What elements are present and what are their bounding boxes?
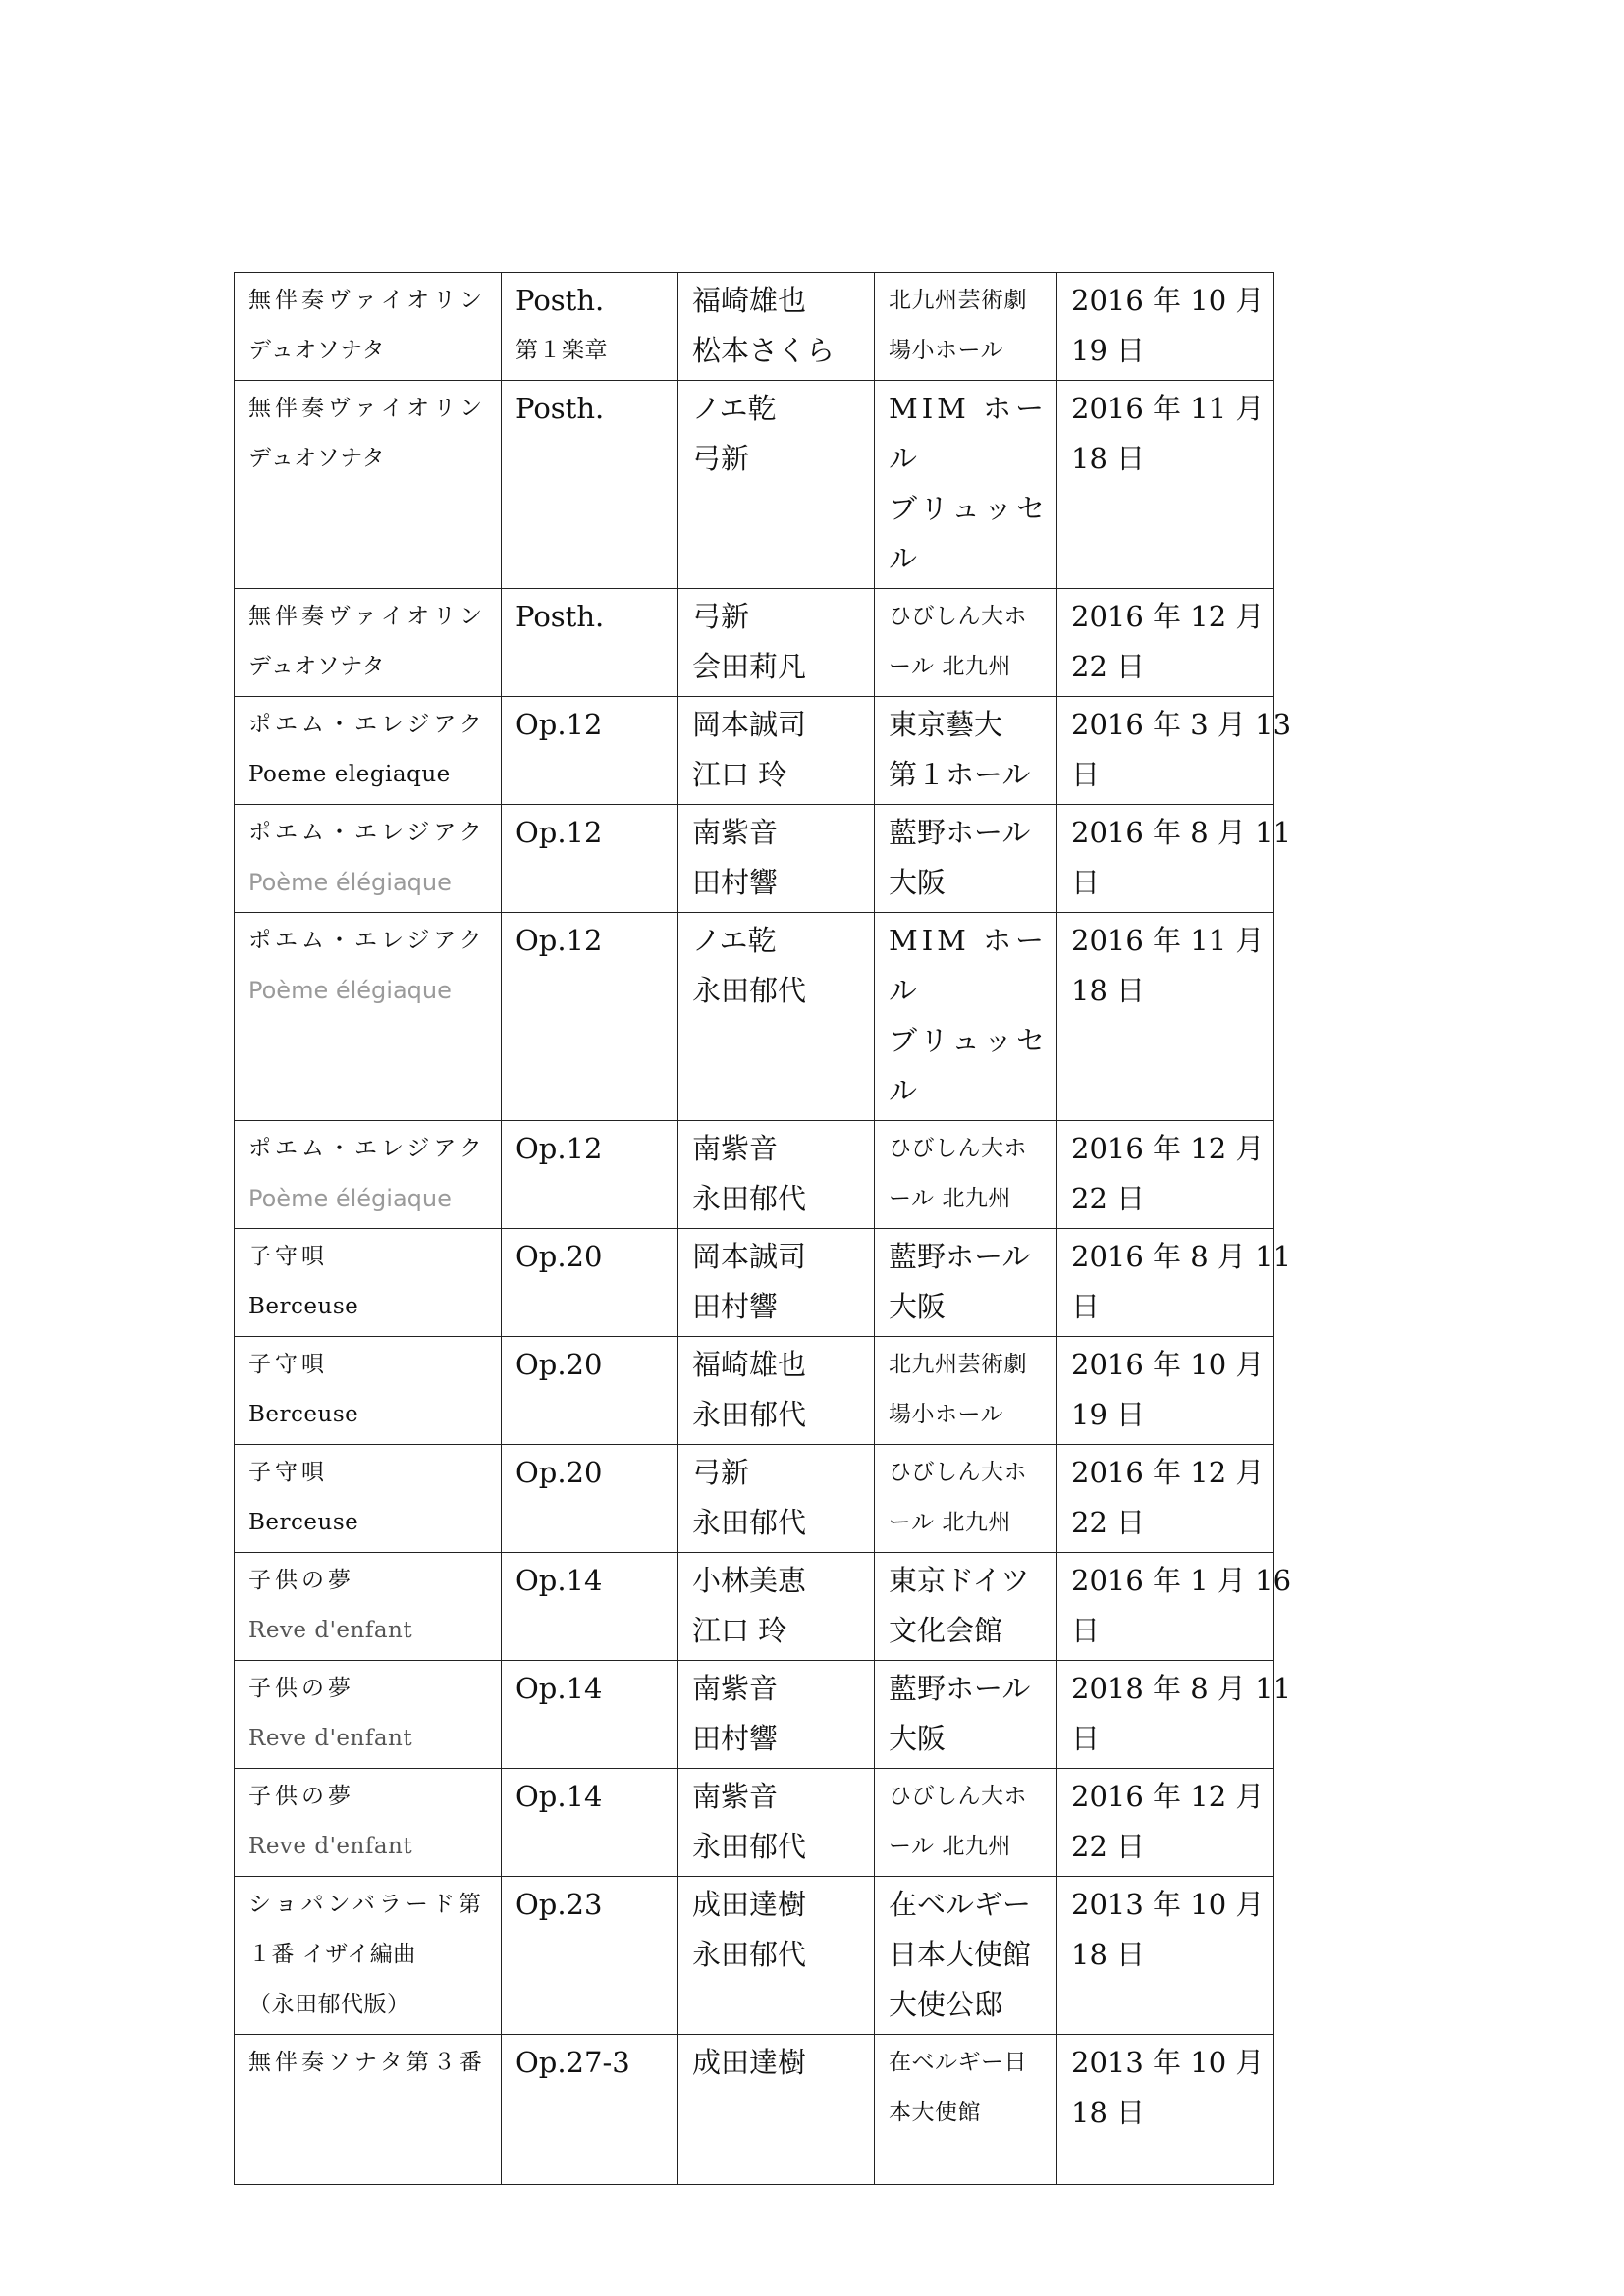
venue-line: ひびしん大ホ — [889, 1784, 1027, 1809]
opus-cell — [502, 1229, 678, 1337]
venue-cell — [875, 1661, 1057, 1769]
title-line: Berceuse — [248, 1294, 359, 1319]
date-line: 2016 年 1 月 16 — [1071, 1564, 1292, 1597]
table-row — [235, 1661, 1274, 1769]
title-line: 子守唄 — [248, 1244, 328, 1269]
table-row — [235, 1337, 1274, 1445]
opus-cell — [502, 381, 678, 589]
title-line: 無伴奏ヴァイオリン — [248, 396, 487, 421]
venue-line: ひびしん大ホ — [889, 1136, 1027, 1161]
opus-cell — [502, 273, 678, 381]
table-row — [235, 805, 1274, 913]
performers-line: 田村響 — [692, 1290, 779, 1323]
table-row — [235, 381, 1274, 589]
table-row — [235, 1121, 1274, 1229]
opus-line: Op.12 — [515, 1132, 603, 1165]
performers-cell — [678, 1769, 875, 1877]
performers-line: 永田郁代 — [692, 974, 807, 1007]
opus-cell — [502, 1337, 678, 1445]
performers-cell — [678, 1229, 875, 1337]
opus-line: Op.12 — [515, 816, 603, 849]
title-cell — [235, 2035, 502, 2185]
title-line: 無伴奏ヴァイオリン — [248, 288, 487, 313]
title-line: 子供の夢 — [248, 1784, 354, 1809]
opus-cell — [502, 697, 678, 805]
performers-line: 南紫音 — [692, 816, 779, 849]
performers-cell — [678, 1661, 875, 1769]
venue-cell — [875, 1337, 1057, 1445]
date-line: 2016 年 10 月 — [1071, 284, 1265, 317]
opus-line: Posth. — [515, 392, 605, 425]
venue-line: 東京ドイツ — [889, 1564, 1030, 1597]
opus-line: Op.14 — [515, 1780, 603, 1813]
date-cell — [1057, 697, 1292, 805]
title-line: Reve d'enfant — [248, 1618, 413, 1643]
date-cell — [1057, 1661, 1292, 1769]
opus-cell — [502, 1445, 678, 1553]
venue-cell — [875, 1229, 1057, 1337]
venue-line: ール 北九州 — [889, 1834, 1011, 1859]
table-row — [235, 1769, 1274, 1877]
date-line: 19 日 — [1071, 1398, 1146, 1431]
date-cell — [1057, 1877, 1274, 2035]
venue-line: 場小ホール — [889, 338, 1004, 363]
performers-line: 弓新 — [692, 442, 750, 475]
title-cell — [235, 1229, 502, 1337]
table-row — [235, 1445, 1274, 1553]
opus-cell — [502, 805, 678, 913]
venue-line: 文化会館 — [889, 1614, 1003, 1647]
venue-line: ひびしん大ホ — [889, 1460, 1027, 1485]
performers-cell — [678, 805, 875, 913]
date-line: 18 日 — [1071, 2096, 1146, 2129]
date-line: 22 日 — [1071, 1830, 1146, 1863]
opus-line: Op.20 — [515, 1456, 603, 1489]
performers-line: 福崎雄也 — [692, 284, 807, 317]
date-line: 日 — [1071, 758, 1101, 791]
opus-cell — [502, 1661, 678, 1769]
date-line: 18 日 — [1071, 1938, 1146, 1971]
performers-line: 会田莉凡 — [692, 650, 807, 683]
venue-cell — [875, 697, 1057, 805]
date-line: 2016 年 12 月 — [1071, 1132, 1265, 1165]
venue-cell — [875, 913, 1057, 1121]
opus-cell — [502, 1877, 678, 2035]
date-cell — [1057, 1337, 1274, 1445]
opus-line: Op.12 — [515, 708, 603, 741]
title-line: 無伴奏ヴァイオリン — [248, 604, 487, 629]
date-line: 22 日 — [1071, 1506, 1146, 1539]
performers-line: 永田郁代 — [692, 1398, 807, 1431]
date-line: 2016 年 11 月 — [1071, 924, 1265, 957]
table-row — [235, 697, 1274, 805]
performers-line: 弓新 — [692, 1456, 750, 1489]
title-cell — [235, 1337, 502, 1445]
opus-cell — [502, 2035, 678, 2185]
opus-line: Op.20 — [515, 1240, 603, 1273]
title-cell — [235, 589, 502, 697]
title-line: 子守唄 — [248, 1460, 328, 1485]
performers-line: 田村響 — [692, 866, 779, 899]
date-line: 19 日 — [1071, 334, 1146, 367]
venue-line: MIM ホー — [889, 924, 1049, 957]
title-line: ポエム・エレジアク — [248, 712, 486, 737]
venue-line: ール 北九州 — [889, 1510, 1011, 1535]
date-cell — [1057, 381, 1274, 589]
performers-line: 小林美恵 — [692, 1564, 807, 1597]
table-row — [235, 589, 1274, 697]
opus-line: 第１楽章 — [515, 338, 608, 363]
venue-line: 在ベルギー — [889, 1888, 1032, 1921]
venue-line: MIM ホー — [889, 392, 1049, 425]
venue-line: 東京藝大 — [889, 708, 1003, 741]
venue-cell — [875, 273, 1057, 381]
date-cell — [1057, 1121, 1274, 1229]
performers-cell — [678, 2035, 875, 2185]
venue-line: ル — [889, 1074, 918, 1107]
venue-cell — [875, 1553, 1057, 1661]
venue-line: ル — [889, 542, 918, 575]
date-line: 2016 年 3 月 13 — [1071, 708, 1292, 741]
venue-line: ブリュッセ — [889, 492, 1049, 525]
date-line: 2016 年 12 月 — [1071, 1456, 1265, 1489]
venue-line: 大阪 — [889, 866, 947, 899]
title-line: Poème élégiaque — [248, 869, 452, 896]
performers-cell — [678, 1337, 875, 1445]
title-line: Reve d'enfant — [248, 1834, 413, 1859]
opus-line: Op.14 — [515, 1564, 603, 1597]
venue-line: ル — [889, 442, 918, 475]
opus-line: Posth. — [515, 600, 605, 633]
opus-line: Posth. — [515, 284, 605, 317]
title-line: Reve d'enfant — [248, 1726, 413, 1751]
venue-line: ブリュッセ — [889, 1024, 1049, 1057]
title-cell — [235, 273, 502, 381]
date-line: 2013 年 10 月 — [1071, 2046, 1265, 2079]
performers-line: 岡本誠司 — [692, 1240, 807, 1273]
date-line: 2013 年 10 月 — [1071, 1888, 1265, 1921]
opus-line: Op.14 — [515, 1672, 603, 1705]
date-line: 2016 年 11 月 — [1071, 392, 1265, 425]
performers-line: 成田達樹 — [692, 2046, 807, 2079]
title-cell — [235, 1553, 502, 1661]
date-line: 2016 年 8 月 11 — [1071, 816, 1292, 849]
title-line: （永田郁代版） — [248, 1992, 410, 2017]
performers-line: 福崎雄也 — [692, 1348, 807, 1381]
performers-line: 成田達樹 — [692, 1888, 807, 1921]
date-line: 22 日 — [1071, 1182, 1146, 1215]
performers-line: ノエ乾 — [692, 924, 777, 957]
opus-cell — [502, 1121, 678, 1229]
title-line: ショパンバラード第 — [248, 1892, 485, 1917]
date-cell — [1057, 805, 1292, 913]
date-line: 22 日 — [1071, 650, 1146, 683]
opus-line: Op.20 — [515, 1348, 603, 1381]
title-line: デュオソナタ — [248, 654, 386, 679]
title-line: ポエム・エレジアク — [248, 820, 486, 845]
venue-line: 藍野ホール — [889, 1240, 1031, 1273]
venue-line: ール 北九州 — [889, 654, 1011, 679]
venue-line: 藍野ホール — [889, 1672, 1031, 1705]
date-line: 日 — [1071, 1614, 1101, 1647]
venue-cell — [875, 1121, 1057, 1229]
title-line: Poeme elegiaque — [248, 762, 451, 787]
date-cell — [1057, 913, 1274, 1121]
date-line: 2016 年 10 月 — [1071, 1348, 1265, 1381]
date-line: 18 日 — [1071, 974, 1146, 1007]
venue-line: 大使公邸 — [889, 1988, 1003, 2021]
title-cell — [235, 913, 502, 1121]
opus-cell — [502, 1769, 678, 1877]
concert-records-table — [234, 272, 1292, 2185]
title-line: Poème élégiaque — [248, 1185, 452, 1212]
date-cell — [1057, 273, 1274, 381]
performers-line: 永田郁代 — [692, 1506, 807, 1539]
title-line: ポエム・エレジアク — [248, 928, 486, 953]
title-line: 子守唄 — [248, 1352, 328, 1377]
date-line: 2018 年 8 月 11 — [1071, 1672, 1292, 1705]
opus-line: Op.23 — [515, 1888, 603, 1921]
date-cell — [1057, 1769, 1274, 1877]
date-cell — [1057, 1229, 1292, 1337]
performers-line: 永田郁代 — [692, 1830, 807, 1863]
venue-line: 藍野ホール — [889, 816, 1031, 849]
venue-cell — [875, 589, 1057, 697]
date-cell — [1057, 1445, 1274, 1553]
venue-line: 大阪 — [889, 1722, 947, 1755]
date-line: 2016 年 12 月 — [1071, 600, 1265, 633]
title-cell — [235, 1661, 502, 1769]
date-line: 日 — [1071, 1722, 1101, 1755]
venue-line: ール 北九州 — [889, 1186, 1011, 1211]
performers-line: 松本さくら — [692, 334, 836, 367]
opus-cell — [502, 589, 678, 697]
title-line: 子供の夢 — [248, 1568, 354, 1593]
table-row — [235, 1877, 1274, 2035]
title-line: Berceuse — [248, 1510, 359, 1535]
performers-line: 弓新 — [692, 600, 750, 633]
opus-line: Op.27-3 — [515, 2046, 630, 2079]
venue-line: ル — [889, 974, 918, 1007]
performers-line: 南紫音 — [692, 1780, 779, 1813]
performers-line: ノエ乾 — [692, 392, 777, 425]
performers-cell — [678, 913, 875, 1121]
date-line: 2016 年 12 月 — [1071, 1780, 1265, 1813]
title-cell — [235, 805, 502, 913]
venue-line: 第１ホール — [889, 758, 1031, 791]
performers-line: 江口 玲 — [692, 758, 787, 791]
venue-line: 在ベルギー日 — [889, 2050, 1027, 2075]
date-line: 日 — [1071, 1290, 1101, 1323]
performers-cell — [678, 273, 875, 381]
performers-line: 南紫音 — [692, 1672, 779, 1705]
title-cell — [235, 381, 502, 589]
venue-line: 大阪 — [889, 1290, 947, 1323]
title-line: 無伴奏ソナタ第３番 — [248, 2050, 486, 2075]
title-line: Berceuse — [248, 1402, 359, 1427]
venue-line: 場小ホール — [889, 1402, 1004, 1427]
date-cell — [1057, 2035, 1274, 2185]
venue-cell — [875, 805, 1057, 913]
performers-cell — [678, 1121, 875, 1229]
venue-line: 北九州芸術劇 — [889, 1352, 1027, 1377]
title-cell — [235, 697, 502, 805]
venue-cell — [875, 381, 1057, 589]
title-line: １番 イザイ編曲 — [248, 1942, 416, 1967]
title-cell — [235, 1445, 502, 1553]
date-line: 日 — [1071, 866, 1101, 899]
performers-line: 江口 玲 — [692, 1614, 787, 1647]
performers-line: 永田郁代 — [692, 1938, 807, 1971]
venue-line: 本大使館 — [889, 2100, 981, 2125]
title-cell — [235, 1121, 502, 1229]
performers-cell — [678, 381, 875, 589]
opus-cell — [502, 913, 678, 1121]
title-line: Poème élégiaque — [248, 977, 452, 1004]
venue-line: 北九州芸術劇 — [889, 288, 1027, 313]
title-cell — [235, 1769, 502, 1877]
performers-line: 田村響 — [692, 1722, 779, 1755]
performers-cell — [678, 1877, 875, 2035]
table-row — [235, 2035, 1274, 2185]
venue-cell — [875, 1877, 1057, 2035]
date-line: 2016 年 8 月 11 — [1071, 1240, 1292, 1273]
venue-cell — [875, 1769, 1057, 1877]
performers-cell — [678, 589, 875, 697]
title-line: デュオソナタ — [248, 338, 386, 363]
table-row — [235, 1553, 1274, 1661]
title-line: 子供の夢 — [248, 1676, 354, 1701]
opus-cell — [502, 1553, 678, 1661]
performers-line: 岡本誠司 — [692, 708, 807, 741]
venue-line: 日本大使館 — [889, 1938, 1032, 1971]
performers-line: 永田郁代 — [692, 1182, 807, 1215]
title-line: ポエム・エレジアク — [248, 1136, 486, 1161]
venue-line: ひびしん大ホ — [889, 604, 1027, 629]
table-row — [235, 913, 1274, 1121]
opus-line: Op.12 — [515, 924, 603, 957]
date-cell — [1057, 589, 1274, 697]
venue-cell — [875, 2035, 1057, 2185]
title-line: デュオソナタ — [248, 446, 386, 471]
performers-line: 南紫音 — [692, 1132, 779, 1165]
performers-cell — [678, 697, 875, 805]
date-line: 18 日 — [1071, 442, 1146, 475]
venue-cell — [875, 1445, 1057, 1553]
performers-cell — [678, 1553, 875, 1661]
table-row — [235, 273, 1274, 381]
performers-cell — [678, 1445, 875, 1553]
date-cell — [1057, 1553, 1292, 1661]
table-row — [235, 1229, 1274, 1337]
title-cell — [235, 1877, 502, 2035]
